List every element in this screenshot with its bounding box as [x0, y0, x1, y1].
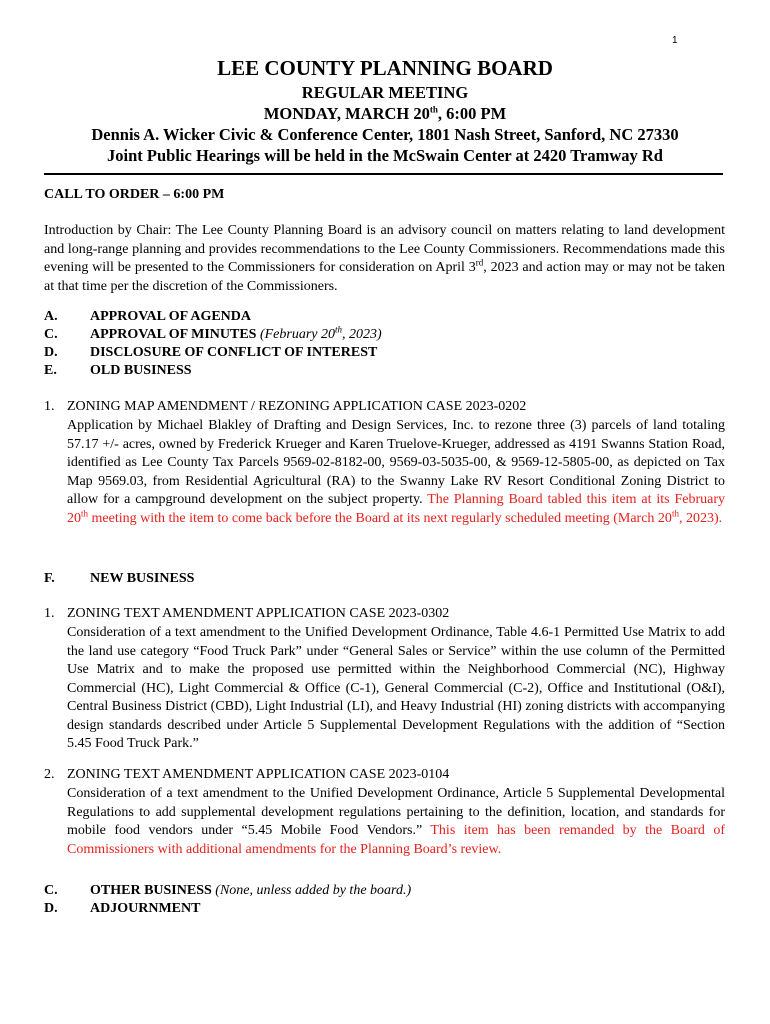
new-business-item-note: This item has been remanded by the Board of Commissioners with additional amendments for the Planning Board’s review.: [67, 823, 725, 857]
closing-letter: C.: [44, 883, 58, 898]
new-business-item-heading: ZONING TEXT AMENDMENT APPLICATION CASE 2023-0302: [67, 606, 450, 621]
old-business-body: Application by Michael Blakley of Drafting and Design Services, Inc. to rezone three (3) parcels of land totaling 57.17 +/- acres, owned by Frederick Krueger and Karen Truelove-Krueger, addressed as 4191 Swanns Station Road, identified as Lee County Tax Parcels 9569-02-8182-00, 9569-03-5035-00, & 9569-12-5805-00, as depicted on Tax Map 9569.03, from Residential Agricultural (RA) to the Swanny Lake RV Resort Conditional Zoning District to allow for a campground development on the subject property. The Planning Board tabled this item at its February 20th meeting with the item to come back before the Board at its next regularly scheduled meeting (March 20th, 2023).: [67, 418, 725, 526]
meeting-venue: Dennis A. Wicker Civic & Conference Center, 1801 Nash Street, Sanford, NC 27330: [91, 125, 679, 144]
agenda-label: APPROVAL OF AGENDA: [90, 309, 252, 324]
page-number: 1: [672, 35, 678, 46]
closing-label: ADJOURNMENT: [90, 901, 201, 916]
closing-label: OTHER BUSINESS (None, unless added by the board.): [90, 883, 412, 898]
intro-paragraph: Introduction by Chair: The Lee County Planning Board is an advisory council on matters relating to land development and long-range planning and provides recommendations to the Lee County Commissioners. Recommendations made this evening will be presented to the Commissioners for consideration on April 3rd, 2023 and action may or may not be taken at that time per the discretion of the Commissioners.: [44, 223, 725, 294]
new-business-label: NEW BUSINESS: [90, 571, 195, 586]
new-business-item-body: Consideration of a text amendment to the Unified Development Ordinance, Table 4.6-1 Permitted Use Matrix to add the land use category “Food Truck Park” under “General Sales or Service” within the use column of the Permitted Use Matrix and to make the proposed use permitted within the Neighborhood Commercial (NC), Highway Commercial (HC), Light Commercial & Office (C-1), General Commercial (C-2), Office and Institutional (O&I), Central Business District (CBD), Light Industrial (LI), and Heavy Industrial (HI) zoning districts with accompanying design standards described under Article 5 Supplemental Development Regulations with the addition of “Section 5.45 Food Truck Park.”: [67, 625, 725, 751]
old-business-heading: ZONING MAP AMENDMENT / REZONING APPLICATION CASE 2023-0202: [67, 399, 527, 414]
call-to-order: CALL TO ORDER – 6:00 PM: [44, 187, 225, 202]
new-business-item-body: Consideration of a text amendment to the Unified Development Ordinance, Article 5 Supplemental Developmental Regulations to add supplemental development regulations pertaining to the definition, location, and standards for mobile food vendors under “5.45 Mobile Food Vendors.” This item has been remanded by the Board of Commissioners with additional amendments for the Planning Board’s review.: [67, 786, 725, 857]
agenda-label: OLD BUSINESS: [90, 363, 192, 378]
agenda-letter: D.: [44, 345, 58, 360]
closing-letter: D.: [44, 901, 58, 916]
meeting-date: MONDAY, MARCH 20th, 6:00 PM: [263, 104, 507, 123]
agenda-letter: A.: [44, 309, 58, 324]
new-business-item-number: 1.: [44, 606, 55, 621]
agenda-letter: E.: [44, 363, 57, 378]
agenda-label: APPROVAL OF MINUTES (February 20th, 2023): [90, 324, 382, 342]
new-business-item-heading: ZONING TEXT AMENDMENT APPLICATION CASE 2023-0104: [67, 767, 450, 782]
document-title: LEE COUNTY PLANNING BOARD: [217, 56, 553, 80]
meeting-type: REGULAR MEETING: [301, 83, 469, 102]
new-business-item-number: 2.: [44, 767, 55, 782]
new-business-letter: F.: [44, 571, 55, 586]
header-divider: [44, 173, 723, 175]
hearings-location: Joint Public Hearings will be held in the McSwain Center at 2420 Tramway Rd: [107, 146, 663, 165]
agenda-label: DISCLOSURE OF CONFLICT OF INTEREST: [90, 345, 378, 360]
agenda-letter: C.: [44, 327, 58, 342]
old-business-note: The Planning Board tabled this item at its February 20th meeting with the item to come back before the Board at its next regularly scheduled meeting (March 20th, 2023).: [67, 492, 725, 526]
old-business-number: 1.: [44, 399, 55, 414]
